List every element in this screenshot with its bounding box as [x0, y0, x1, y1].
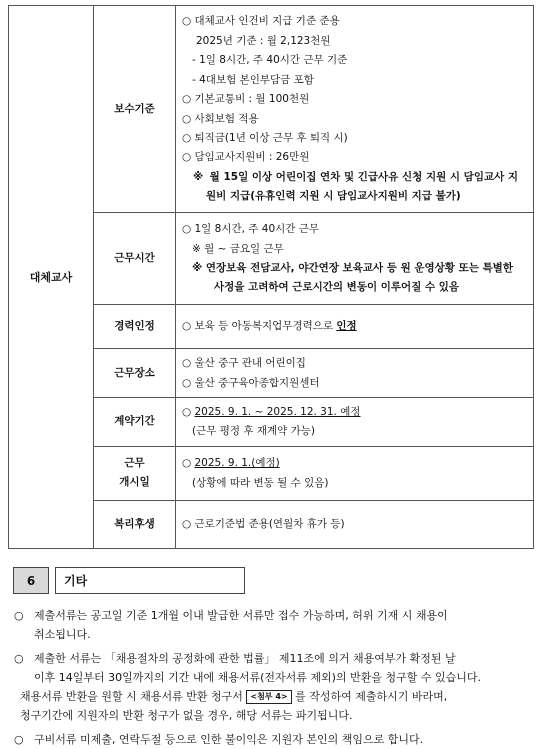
row-label-contract: 계약기간 [94, 398, 176, 447]
salary-line: ○ 담임교사지원비 : 26만원 [182, 151, 310, 164]
salary-line: - 1일 8시간, 주 40시간 근무 기준 [192, 54, 348, 67]
work-hours-note-text: 연장보육 전담교사, 야간연장 보육교사 등 원 운영상황 또는 특별한 [205, 262, 513, 274]
row-content-work-hours [176, 213, 534, 305]
career-emphasis: 인정 [336, 320, 357, 333]
salary-line: ○ 퇴직금(1년 이상 근무 후 퇴직 시) [182, 131, 348, 144]
row-content-contract [176, 398, 534, 447]
salary-note-text: 월 15일 이상 어린이집 연차 및 긴급사유 신청 지원 시 담임교사 지원비 지급(유휴인력 지원 시 담임교사지원비 지급 불가) [206, 170, 519, 203]
work-hours-line: ○ 1일 8시간, 주 40시간 근무 [182, 223, 320, 236]
salary-line: ○ 사회보험 적용 [182, 112, 259, 125]
item-line: 이후 14일부터 30일까지의 기간 내에 채용서류(전자서류 제외)의 반환을 청구할 수 있습니다. [34, 671, 481, 684]
start-date-label-1: 근무 [124, 456, 145, 469]
start-date: 2025. 9. 1.(예정) [194, 457, 280, 470]
row-content-salary [176, 6, 534, 213]
notice-list [14, 606, 536, 749]
work-hours-line: ※ 월 ~ 금요일 근무 [192, 242, 284, 255]
row-content-welfare [176, 500, 534, 548]
item-line: 제출한 서류는 「채용절차의 공정화에 관한 법률」 제11조에 의거 채용여부가 확정된 날 [34, 652, 456, 665]
attachment-tag: <첨부 4> [246, 690, 291, 704]
circle-bullet: ○ [14, 609, 24, 622]
recruitment-conditions-table [8, 5, 534, 549]
row-label-workplace: 근무장소 [94, 349, 176, 398]
item-line: 구비서류 미제출, 연락두절 등으로 인한 불이익은 지원자 본인의 책임으로 합니다. [34, 733, 424, 746]
item-text: 를 작성하여 제출하시기 바라며, [291, 690, 448, 703]
item-line: 취소됩니다. [34, 628, 91, 641]
circle-bullet: ○ [14, 652, 24, 665]
section-number: 6 [13, 567, 49, 594]
start-date-label-2: 개시일 [119, 476, 150, 489]
item-line: 제출서류는 공고일 기준 1개월 이내 발급한 서류만 접수 가능하며, 허위 기재 시 채용이 [34, 609, 448, 622]
list-item [14, 606, 536, 644]
salary-line: - 4대보험 본인부담금 포함 [192, 73, 314, 86]
list-item [14, 649, 536, 725]
row-content-workplace [176, 349, 534, 398]
section-header [13, 567, 245, 594]
workplace-line: ○ 울산 중구육아종합지원센터 [182, 376, 320, 389]
row-content-career [176, 305, 534, 349]
contract-period: 2025. 9. 1. ~ 2025. 12. 31. 예정 [194, 406, 361, 418]
salary-line: 2025년 기준 : 월 2,123천원 [196, 34, 331, 47]
item-text: 채용서류 반환을 원할 시 채용서류 반환 청구서 [20, 690, 247, 703]
circle-bullet: ○ [14, 733, 24, 746]
welfare-line: ○ 근로기준법 준용(연월차 휴가 등) [182, 518, 345, 531]
start-date-sub: (상황에 따라 변동 될 수 있음) [192, 476, 329, 489]
contract-sub: (근무 평정 후 재계약 가능) [192, 425, 315, 438]
salary-line: ○ 기본교통비 : 월 100천원 [182, 93, 310, 106]
circle-bullet: ○ [182, 406, 195, 418]
row-label-work-hours: 근무시간 [94, 213, 176, 305]
row-label-welfare: 복리후생 [94, 500, 176, 548]
note-mark: ※ [192, 262, 203, 274]
work-hours-note-cont: 사정을 고려하여 근로시간의 변동이 이루어질 수 있음 [214, 281, 460, 294]
workplace-line: ○ 울산 중구 관내 어린이집 [182, 357, 306, 370]
category-cell: 대체교사 [9, 6, 94, 549]
row-content-start-date [176, 446, 534, 500]
start-date-line [182, 454, 527, 473]
list-item [14, 730, 536, 749]
circle-bullet: ○ [182, 457, 195, 470]
row-label-career: 경력인정 [94, 305, 176, 349]
row-label-salary: 보수기준 [94, 6, 176, 213]
section-title: 기타 [55, 567, 245, 594]
contract-period-line [182, 403, 527, 422]
salary-note [182, 168, 527, 207]
row-label-start-date [94, 446, 176, 500]
item-line: 청구기간에 지원자의 반환 청구가 없을 경우, 해당 서류는 파기됩니다. [20, 709, 353, 722]
item-line [20, 687, 536, 706]
career-line [182, 317, 527, 336]
note-mark: ※ [193, 170, 204, 183]
salary-line: ○ 대체교사 인건비 지급 기준 준용 [182, 15, 340, 28]
work-hours-note [182, 259, 527, 278]
career-text: ○ 보육 등 아동복지업무경력으로 [182, 320, 337, 333]
